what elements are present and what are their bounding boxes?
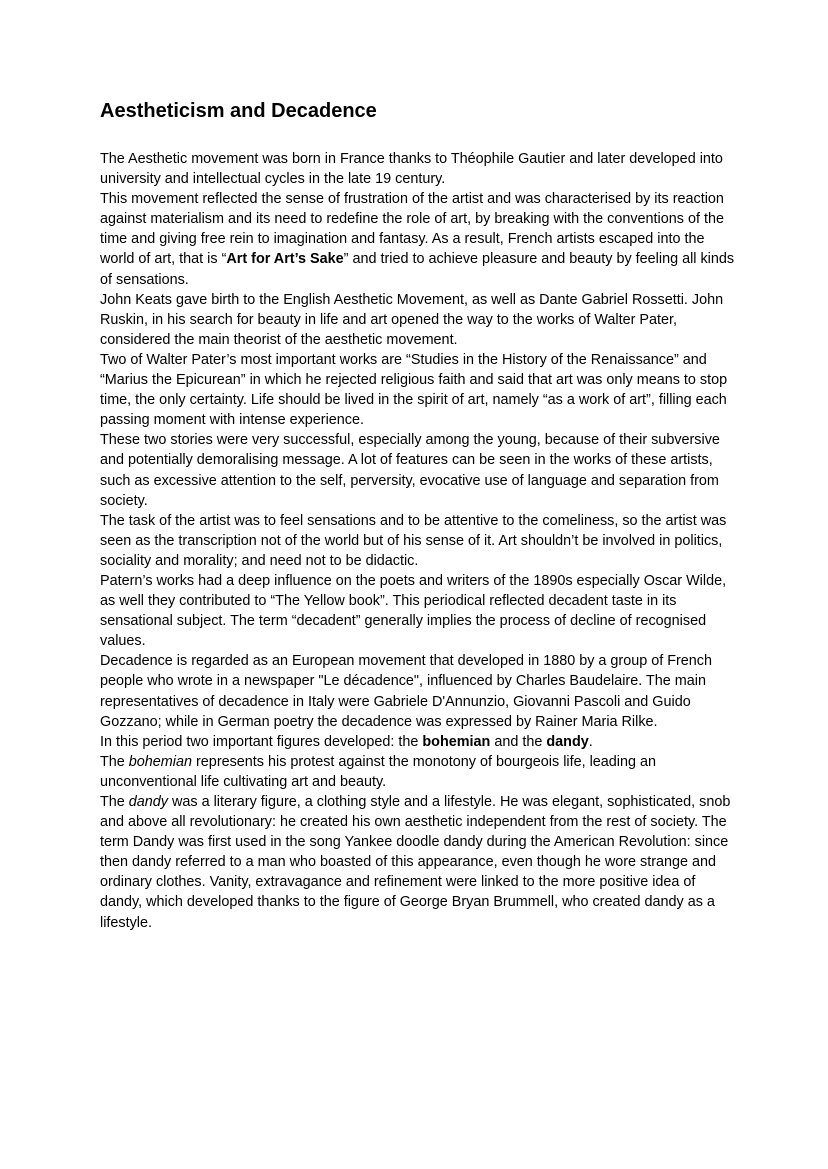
paragraph-figures <box>100 732 740 752</box>
text-run: . <box>588 733 593 750</box>
paragraph-english-movement: John Keats gave birth to the English Aesthetic Movement, as well as Dante Gabriel Rossetti. John Ruskin, in his search for beauty in life and art opened the way to the works of Walter Pater, considered the main theorist of the aesthetic movement. <box>100 291 724 348</box>
text-run: The <box>100 753 129 770</box>
paragraph-origin: The Aesthetic movement was born in France thanks to Théophile Gautier and later developed into university and intellectual cycles in the late 19 century. <box>100 151 723 188</box>
paragraph-pater-works: Two of Walter Pater’s most important works are “Studies in the History of the Renaissance” and “Marius the Epicurean” in which he rejected religious faith and said that art was only means to stop time, the only certainty. Life should be lived in the spirit of art, namely “as a work of art”, filling each passing moment with intense experience. <box>100 351 728 429</box>
paragraph-dandy <box>100 792 740 933</box>
paragraph-pater-influence: Patern’s works had a deep influence on the poets and writers of the 1890s especially Oscar Wilde, as well they contributed to “The Yellow book”. This periodical reflected decadent taste in its sensational subject. The term “decadent” generally implies the process of decline of recognised values. <box>100 572 727 650</box>
paragraph-decadence: Decadence is regarded as an European movement that developed in 1880 by a group of French people who wrote in a newspaper "Le décadence", influenced by Charles Baudelaire. The main representatives of decadence in Italy were Gabriele D'Annunzio, Giovanni Pascoli and Guido Gozzano; while in German poetry the decadence was expressed by Rainer Maria Rilke. <box>100 653 713 730</box>
text-run: ” and tried to achieve pleasure and beauty by feeling all kinds of sensations. <box>100 251 735 288</box>
bold-text: Art for Art’s Sake <box>226 251 344 268</box>
text-run: represents his protest against the monotony of bourgeois life, leading an unconventional life cultivating art and beauty. <box>100 753 657 790</box>
paragraph-artist-task: The task of the artist was to feel sensations and to be attentive to the comeliness, so the artist was seen as the transcription not of the world but of his sense of it. Art shouldn’t be involved in politics, sociality and morality; and need not to be didactic. <box>100 512 727 569</box>
bold-text: dandy <box>546 733 589 750</box>
document-body <box>100 149 740 933</box>
italic-text: bohemian <box>128 753 193 770</box>
document-title: Aestheticism and Decadence <box>100 100 377 122</box>
text-run: was a literary figure, a clothing style and a lifestyle. He was elegant, sophisticated, snob and above all revolutionary: he created his own aesthetic independent from the rest of society. The term Dandy was first used in the song Yankee doodle dandy during the American Revolution: since then dandy referred to a man who boasted of this appearance, even though he wore strange and ordinary clothes. Vanity, extravagance and refinement were linked to the more positive idea of dandy, which developed thanks to the figure of George Bryan Brummell, who created dandy as a lifestyle. <box>100 794 731 931</box>
text-run: The <box>100 794 129 810</box>
text-run: and the <box>490 733 547 750</box>
text-run: This movement reflected the sense of frustration of the artist and was characterised by its reaction against materialism and its need to redefine the role of art, by breaking with the conventions of the time and giving free rein to imagination and fantasy. As a result, French artists escaped into the world of art, that is “ <box>100 191 724 268</box>
bold-text: bohemian <box>422 733 491 750</box>
text-run: In this period two important figures developed: the <box>100 733 423 750</box>
document-page <box>100 99 740 933</box>
paragraph-stories-success: These two stories were very successful, especially among the young, because of their subversive and potentially demoralising message. A lot of features can be seen in the works of these artists, such as excessive attention to the self, perversity, evocative use of language and separation from society. <box>100 432 720 509</box>
paragraph-art-for-arts-sake <box>100 189 740 289</box>
italic-text: dandy <box>128 794 169 810</box>
paragraph-bohemian <box>100 752 740 792</box>
